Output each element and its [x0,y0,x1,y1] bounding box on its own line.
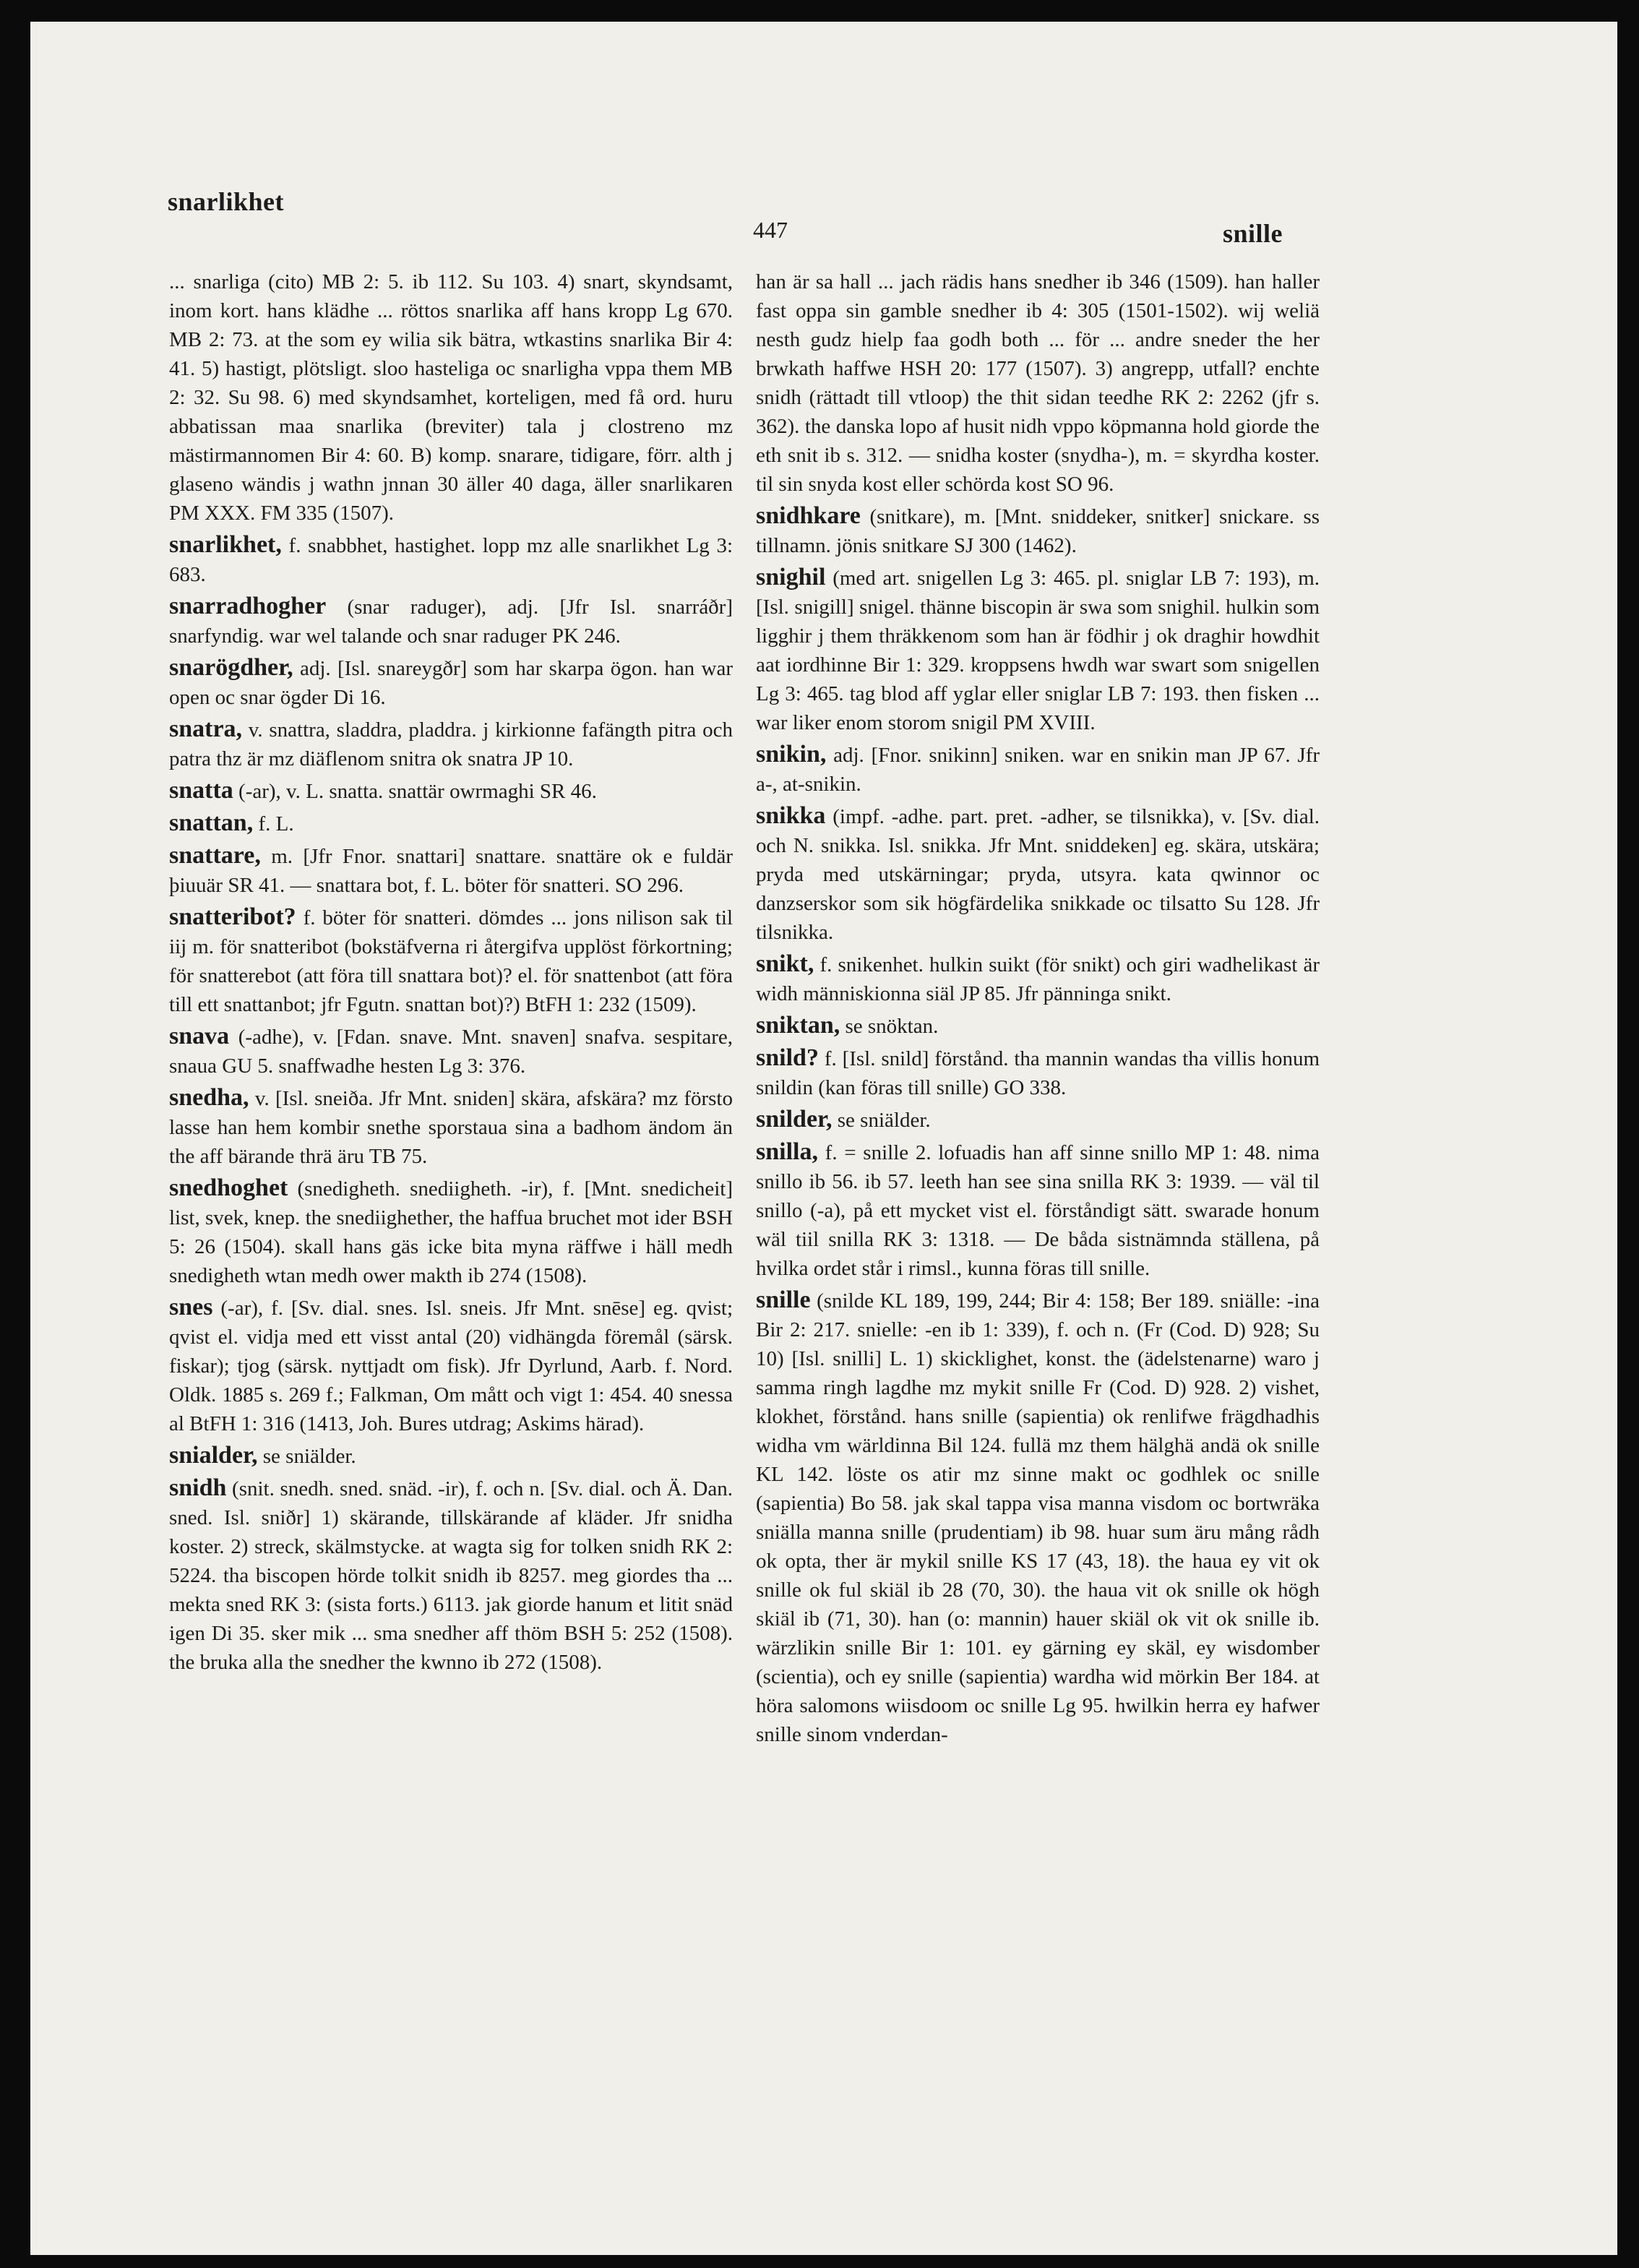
dictionary-entry [756,950,1320,1008]
entry-text: (med art. snigellen Lg 3: 465. pl. sniglar LB 7: 193), m. [Isl. snigill] snigel. thänne biscopin är swa som snighil. hulkin som ligghir j them thräkkenom som han är födhir j ok draghir howdhit aat iordhinne Bir 1: 329. kroppsens hwdh war swart som snigellen Lg 3: 465. tag blod aff yglar eller sniglar LB 7: 193. then fisken ... war liker enom storom snigil PM XVIII. [756,567,1320,734]
entry-text: f. snikenhet. hulkin suikt (för snikt) och giri wadhelikast är widh människionna siäl JP 85. Jfr pänninga snikt. [756,953,1320,1005]
entry-text: (snar raduger), adj. [Jfr Isl. snarráðr] snarfyndig. war wel talande och snar raduger PK 246. [169,596,734,648]
entry-lemma: snarradhogher [169,593,327,619]
entry-lemma: snikt, [756,950,814,977]
running-head-right: snille [1223,219,1283,248]
dictionary-entry [756,740,1320,799]
dictionary-entry [169,592,733,650]
entry-text: (-ar), v. L. snatta. snattär owrmaghi SR 46. [238,780,597,803]
entry-lemma: snikka [756,802,826,829]
dictionary-entry [756,1044,1320,1102]
entry-text: v. snattra, sladdra, pladdra. j kirkionne fafängth pitra och patra thz är mz diäflenom snitra ok snatra JP 10. [169,718,734,770]
entry-lemma: snilla, [756,1138,818,1165]
entry-text: (snilde KL 189, 199, 244; Bir 4: 158; Ber 189. sniälle: -ina Bir 2: 217. snielle: -en ib 1: 339), f. och n. (Fr (Cod. D) 928; Su 10) [Isl. snilli] L. 1) skicklighet, konst. the (ädelstenarne) waro j samma ringh lagdhe mz mykit snille Fr (Cod. D) 928. 2) vishet, klokhet, förstånd. hans snille (sapientia) ok renlifwe frägdhadhis widha vm wärldinna Bil 124. fullä mz them hälghä andä ok snille KL 142. löste os atir mz sinne makt oc godhlek oc snille (sapientia) Bo 58. jak skal tappa visa manna visdom oc bortwräka sniälla manna snille (prudentiam) ib 98. huar sum äru mång rådh ok opta, ther är mykil snille KS 17 (43, 18). the haua ey vit ok snille ok ful skiäl ib 28 (70, 30). the haua vit ok snille ok högh skiäl ib (71, 30). han (o: mannin) hauer skiäl ok vit ok snille ib. wärzlikin snille Bir 1: 101. ey gärning ey skäl, ey wisdomber (scientia), och ey snille (sapientia) wardha wid mörkin Ber 184. at höra salomons wiisdoom oc snille Lg 95. hwilkin herra ey hafwer snille sinom vnderdan- [756,1289,1320,1746]
entry-text: f. L. [258,812,294,836]
entry-text: m. [Jfr Fnor. snattari] snattare. snattäre ok e fuldär þiuuär SR 41. — snattara bot, f. L. böter för snatteri. SO 296. [169,845,733,897]
dictionary-entry [169,1083,733,1171]
entry-lemma: snidh [169,1474,227,1501]
entry-text: ... snarliga (cito) MB 2: 5. ib 112. Su 103. 4) snart, skyndsamt, inom kort. hans klädhe ... röttos snarlika aff hans kropp Lg 670. MB 2: 73. at the som ey wilia sik bätra, wtkastins snarlika Bir 4: 41. 5) hastigt, plötsligt. sloo hasteliga oc snarligha vppa them MB 2: 32. Su 98. 6) med skyndsamhet, korteligen, med få ord. huru abbatissan maa snarlika (breviter) tala j clostreno mz mästirmannomen Bir 4: 60. B) komp. snarare, tidigare, förr. alth j glaseno wändis j wathn jnnan 30 äller 40 daga, äller snarlikaren PM XXX. FM 335 (1507). [169,270,733,525]
dictionary-entry [169,1022,733,1081]
entry-text: (snedigheth. snediigheth. -ir), f. [Mnt. snedicheit] list, svek, knep. the snediighether, the haffua bruchet mot ider BSH 5: 26 (1504). skall hans gäs icke bita myna räffwe i häll medh snedigheth wtan medh ower makth ib 274 (1508). [169,1177,733,1287]
entry-text: (snitkare), m. [Mnt. sniddeker, snitker] snickare. ss tillnamn. jönis snitkare SJ 300 (1462). [756,505,1320,557]
running-head-left: snarlikhet [168,187,285,216]
entry-lemma: snedhoghet [169,1174,288,1201]
entry-text: adj. [Fnor. snikinn] sniken. war en snikin man JP 67. Jfr a-, at-snikin. [756,744,1320,796]
entry-lemma: snilder, [756,1106,833,1133]
entry-lemma: snattare, [169,842,261,869]
dictionary-entry [169,809,733,838]
dictionary-entry [169,1293,733,1438]
entry-lemma: snatta [169,777,233,804]
entry-lemma: snes [169,1294,213,1320]
dictionary-entry [169,1441,733,1471]
entry-lemma: snarlikhet, [169,531,282,558]
dictionary-entry [169,776,733,806]
entry-text: adj. [Isl. snareygðr] som har skarpa ögon. han war open oc snar ögder Di 16. [169,657,733,709]
entry-text: v. [Isl. sneiða. Jfr Mnt. sniden] skära, afskära? mz försto lasse han hem kombir snethe sporstaua sina a badhom ändom än the aff bärande thrä äru TB 75. [169,1087,733,1168]
entry-text: (impf. -adhe. part. pret. -adher, se tilsnikka), v. [Sv. dial. och N. snikka. Isl. snikka. Jfr Mnt. sniddeken] eg. skära, utskära; pryda med utskärningar; pryda, utsyra. kata qwinnor oc danzserskor som sik högfärdelika snikkade oc tilsatto Su 128. Jfr tilsnikka. [756,805,1320,944]
dictionary-entry [756,563,1320,737]
dictionary-entry [169,1474,733,1677]
entry-lemma: snedha, [169,1084,249,1111]
entry-text: (-ar), f. [Sv. dial. snes. Isl. sneis. Jfr Mnt. snēse] eg. qvist; qvist el. vidja med ett visst antal (20) vidhängda föremål (särsk. fiskar); tjog (särsk. nyttjadt om fisk). Jfr Dyrlund, Aarb. f. Nord. Oldk. 1885 s. 269 f.; Falkman, Om mått och vigt 1: 454. 40 snessa al BtFH 1: 316 (1413, Joh. Bures utdrag; Askims härad). [169,1297,733,1435]
entry-text: f. = snille 2. lofuadis han aff sinne snillo MP 1: 48. nima snillo ib 56. ib 57. leeth han see sina snilla RK 3: 1939. — väl til snillo (-a), på ett mycket vist el. förståndigt sätt. swarade honum wäl tiil snilla RK 3: 1318. — De båda sistnämnda ställena, på hvilka ordet står i rimsl., kunna föras till snille. [756,1141,1320,1280]
left-column [169,267,733,1680]
dictionary-entry [756,1286,1320,1749]
entry-text: (snit. snedh. sned. snäd. -ir), f. och n. [Sv. dial. och Ä. Dan. sned. Isl. sniðr] 1) skärande, tillskärande af kläder. Jfr snidha koster. 2) streck, skälmstycke. at wagta sig for tolken snidh RK 2: 5224. tha biscopen hörde tolkit snidh ib 8257. meg giordes tha ... mekta sned RK 3: (sista forts.) 6113. jak giorde hanum et litit snäd igen Di 35. sker mik ... sma snedher aff thöm BSH 5: 252 (1508). the bruka alla the snedher the kwnno ib 272 (1508). [169,1477,734,1674]
entry-lemma: snighil [756,564,826,590]
dictionary-entry [169,653,733,712]
page-number: 447 [753,217,788,243]
entry-text: se snöktan. [845,1015,939,1038]
dictionary-entry [756,802,1320,947]
entry-text: f. snabbhet, hastighet. lopp mz alle snarlikhet Lg 3: 683. [169,534,734,586]
dictionary-entry [169,267,733,528]
entry-text: f. böter för snatteri. dömdes ... jons nilison sak til iij m. för snatteribot (bokstäfverna ri återgifva upplöst förkortning; för snatterebot (att föra till snattara bot)? el. för snattenbot (att föra till ett snattanbot; jfr Fgutn. snattan bot)?) BtFH 1: 232 (1509). [169,906,733,1016]
dictionary-page [30,22,1617,2255]
entry-lemma: snava [169,1023,230,1049]
entry-lemma: snatteribot? [169,903,296,930]
dictionary-entry [756,502,1320,560]
entry-text: se sniälder. [837,1109,931,1132]
entry-lemma: snidhkare [756,502,861,529]
entry-text: se sniälder. [262,1445,356,1468]
dictionary-entry [169,1174,733,1290]
entry-lemma: snille [756,1287,811,1313]
dictionary-entry [169,715,733,773]
entry-lemma: snatra, [169,716,243,742]
dictionary-entry [169,903,733,1019]
dictionary-entry [756,1011,1320,1041]
dictionary-entry [756,1138,1320,1283]
entry-text: (-adhe), v. [Fdan. snave. Mnt. snaven] snafva. sespitare, snaua GU 5. snaffwadhe hesten Lg 3: 376. [169,1026,733,1078]
entry-text: han är sa hall ... jach rädis hans snedher ib 346 (1509). han haller fast oppa sin gamble snedher ib 4: 305 (1501-1502). wij weliä nesth gudz hielp faa godh both ... för ... andre sneder the her brwkath haffwe HSH 20: 177 (1507). 3) angrepp, utfall? enchte snidh (rättadt till vtloop) the thit sidan teedhe RK 2: 2262 (jfr s. 362). the danska lopo af husit nidh vppo köpmanna hold giorde the eth snit ib s. 312. — snidha koster (snydha-), m. = skyrdha koster. til sin snyda kost eller schörda kost SO 96. [756,270,1320,496]
entry-lemma: snattan, [169,809,254,836]
entry-lemma: snarögdher, [169,654,293,681]
entry-text: f. [Isl. snild] förstånd. tha mannin wandas tha villis honum snildin (kan föras till snille) GO 338. [756,1047,1320,1099]
dictionary-entry [169,841,733,900]
dictionary-entry [169,531,733,589]
dictionary-entry [756,1105,1320,1135]
entry-lemma: snikin, [756,741,827,768]
entry-lemma: sniktan, [756,1012,840,1039]
right-column [756,267,1320,1752]
entry-lemma: snild? [756,1044,819,1071]
dictionary-entry [756,267,1320,499]
entry-lemma: snialder, [169,1442,258,1469]
